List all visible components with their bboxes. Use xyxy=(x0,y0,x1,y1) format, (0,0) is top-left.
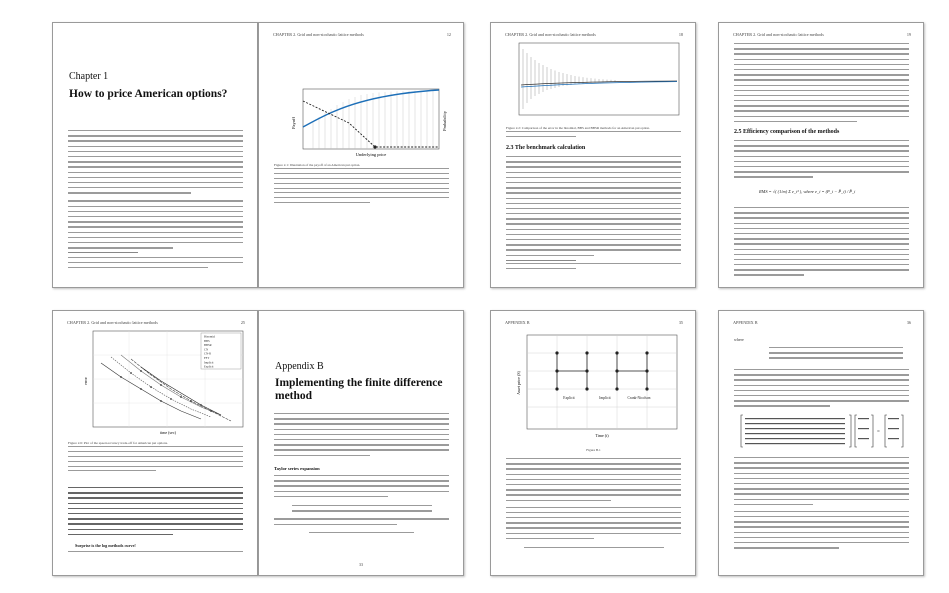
figure-caption: Figure B.1 xyxy=(586,448,601,452)
running-header: CHAPTER 2. Grid and non-stochastic lattice methods 25 xyxy=(67,320,245,325)
y-axis-label: Asset price (S) xyxy=(516,371,521,395)
running-header: APPENDIX B 35 xyxy=(505,320,683,325)
page-3 xyxy=(490,22,696,288)
where-label: where xyxy=(734,337,744,342)
section-heading: 2.3 The benchmark calculation xyxy=(506,145,586,151)
body-text xyxy=(68,130,243,272)
body-text xyxy=(734,207,909,280)
figure-caption: Figure 2.2: Comparison of the error in the binomial, BBS and BBSR methods for an American put option. xyxy=(506,126,681,141)
page-2 xyxy=(258,22,464,288)
page-7 xyxy=(490,310,696,576)
bold-remark: Surprise is the log methods curve! xyxy=(75,543,136,548)
matrix-equation xyxy=(739,413,909,449)
page-8 xyxy=(718,310,924,576)
stencil-figure xyxy=(513,333,681,445)
stencil-label: Crank-Nicolson xyxy=(627,396,651,400)
body-text xyxy=(734,43,909,126)
legend-label: CN-R xyxy=(204,351,212,356)
x-axis-label: Time (t) xyxy=(595,433,609,438)
running-header: CHAPTER 2. Grid and non-stochastic lattice methods 19 xyxy=(733,32,911,37)
payoff-figure xyxy=(289,85,449,159)
convergence-figure xyxy=(509,41,685,123)
chapter-title: How to price American options? xyxy=(69,88,228,100)
rms-equation: RMS = √( (1/m) Σ e_i² ), where e_i = (P_i − P̂_i) / P̂_i xyxy=(759,189,856,194)
running-header: CHAPTER 2. Grid and non-stochastic lattice methods 18 xyxy=(505,32,683,37)
appendix-label: Appendix B xyxy=(275,361,324,372)
body-text xyxy=(734,140,909,182)
body-text xyxy=(274,475,449,537)
legend-label: FFT xyxy=(204,356,210,360)
stencil-label: Explicit xyxy=(563,396,575,400)
page-1 xyxy=(52,22,258,288)
y-axis-label: Payoff xyxy=(291,117,296,129)
speed-accuracy-figure xyxy=(81,329,247,437)
subsection-heading: Taylor series expansion xyxy=(274,466,320,471)
svg-text:=: = xyxy=(877,430,880,435)
legend-label: Explicit xyxy=(204,364,214,369)
body-text xyxy=(68,551,243,556)
body-text xyxy=(506,156,681,272)
x-axis-label: Underlying price xyxy=(355,152,387,157)
x-axis-label: time (sec) xyxy=(160,430,176,435)
body-text xyxy=(734,369,909,411)
equation-block xyxy=(769,347,903,363)
stencil-label: Implicit xyxy=(599,396,611,400)
legend-label: BBSR xyxy=(204,343,212,348)
legend-label: Binomial xyxy=(204,334,216,339)
body-text xyxy=(274,413,449,460)
y2-axis-label: Probability xyxy=(442,111,447,131)
legend-label: BBS xyxy=(204,338,210,343)
page-4 xyxy=(718,22,924,288)
section-heading: 2.5 Efficiency comparison of the methods xyxy=(734,129,840,135)
running-header: APPENDIX B 36 xyxy=(733,320,911,325)
page-number: 33 xyxy=(359,562,363,567)
y-axis-label: error xyxy=(83,377,88,385)
legend-label: CN xyxy=(204,347,209,352)
body-text xyxy=(506,458,681,552)
figure-caption: Figure 2.6: Plot of the speed-accuracy trade-off for American put options. xyxy=(68,441,243,475)
figure-caption: Figure 2.1: Illustration of the payoff of an American put option. xyxy=(274,163,449,207)
body-text xyxy=(734,457,909,552)
appendix-title: Implementing the finite difference method xyxy=(275,377,443,402)
body-text xyxy=(68,487,243,539)
legend-label: Implicit xyxy=(204,360,214,365)
page-6 xyxy=(258,310,464,576)
chapter-label: Chapter 1 xyxy=(69,71,109,82)
running-header: CHAPTER 2. Grid and non-stochastic lattice methods 12 xyxy=(273,32,451,37)
page-5 xyxy=(52,310,258,576)
